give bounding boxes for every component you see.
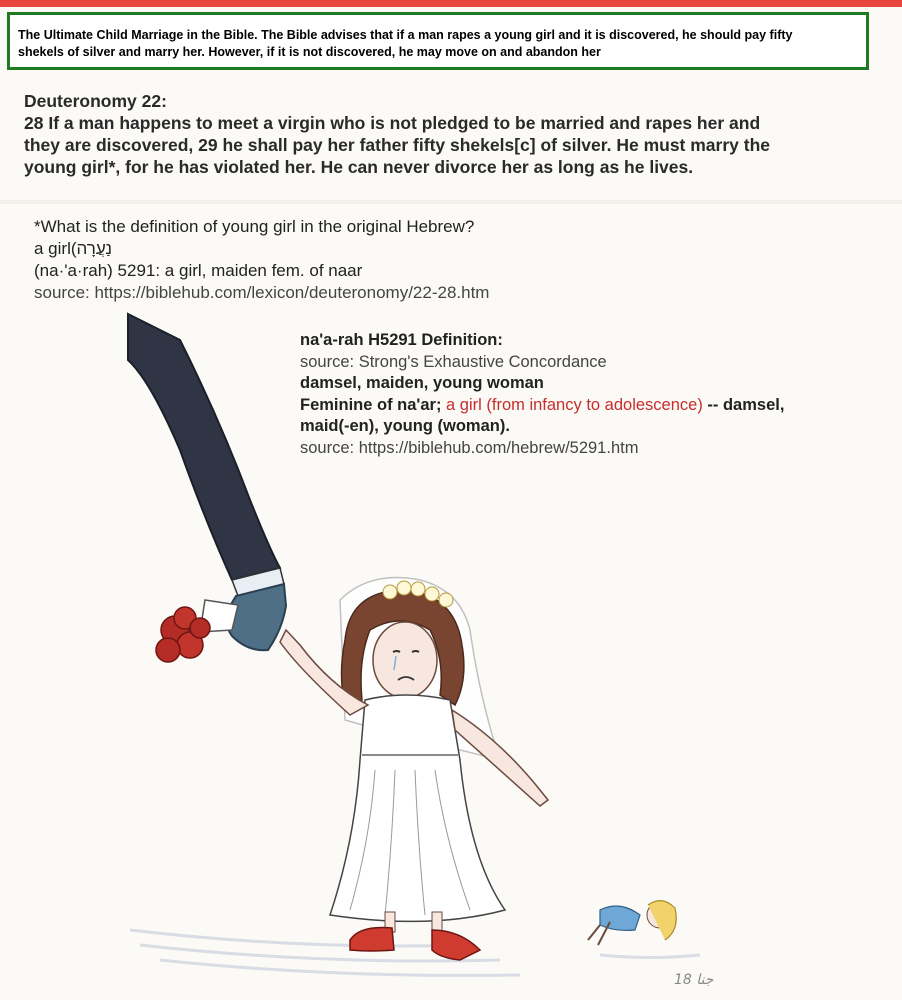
verse-line-2: they are discovered, 29 he shall pay her father fifty shekels[c] of silver. He must marry the — [24, 135, 770, 155]
top-accent-bar — [0, 0, 902, 7]
feminine-line — [300, 395, 900, 417]
caption-line-2: shekels of silver and marry her. However, if it is not discovered, he may move on and abandon her — [18, 45, 601, 59]
verse-line-1: 28 If a man happens to meet a virgin who is not pledged to be married and rapes her and — [24, 113, 761, 133]
strongs-heading: na'a-rah H5291 Definition: — [300, 331, 503, 349]
caption-line-1: The Ultimate Child Marriage in the Bible. The Bible advises that if a man rapes a young girl and it is discovered, he should pay fifty — [18, 28, 793, 42]
verse-title: Deuteronomy 22: — [24, 91, 167, 111]
strongs-definition-block — [300, 330, 900, 459]
section-divider — [0, 200, 902, 204]
hebrew-source: source: https://biblehub.com/hebrew/5291.htm — [300, 438, 639, 457]
lexicon-source: source: https://biblehub.com/lexicon/deuteronomy/22-28.htm — [34, 283, 490, 302]
doll — [588, 901, 676, 945]
caption-box — [7, 12, 869, 70]
verse-line-3: young girl*, for he has violated her. He can never divorce her as long as he lives. — [24, 157, 694, 177]
feminine-continuation: maid(-en), young (woman). — [300, 417, 510, 435]
strongs-source: source: Strong's Exhaustive Concordance — [300, 352, 607, 371]
artist-signature: ﺟﻨﺎ 18 — [674, 972, 714, 988]
feminine-highlight: a girl (from infancy to adolescence) — [446, 395, 703, 414]
verse-block — [24, 90, 884, 178]
bouquet — [156, 600, 238, 662]
hebrew-definition-block — [34, 216, 734, 304]
definition-question: *What is the definition of young girl in the original Hebrew? — [34, 217, 475, 236]
feminine-prefix: Feminine of na'ar; — [300, 395, 447, 414]
hebrew-word: a girl(נַעֲרָה — [34, 239, 113, 258]
feminine-suffix: -- damsel, — [702, 395, 785, 414]
transliteration: (na·'a·rah) 5291: a girl, maiden fem. of naar — [34, 261, 363, 280]
strongs-meaning: damsel, maiden, young woman — [300, 374, 544, 392]
